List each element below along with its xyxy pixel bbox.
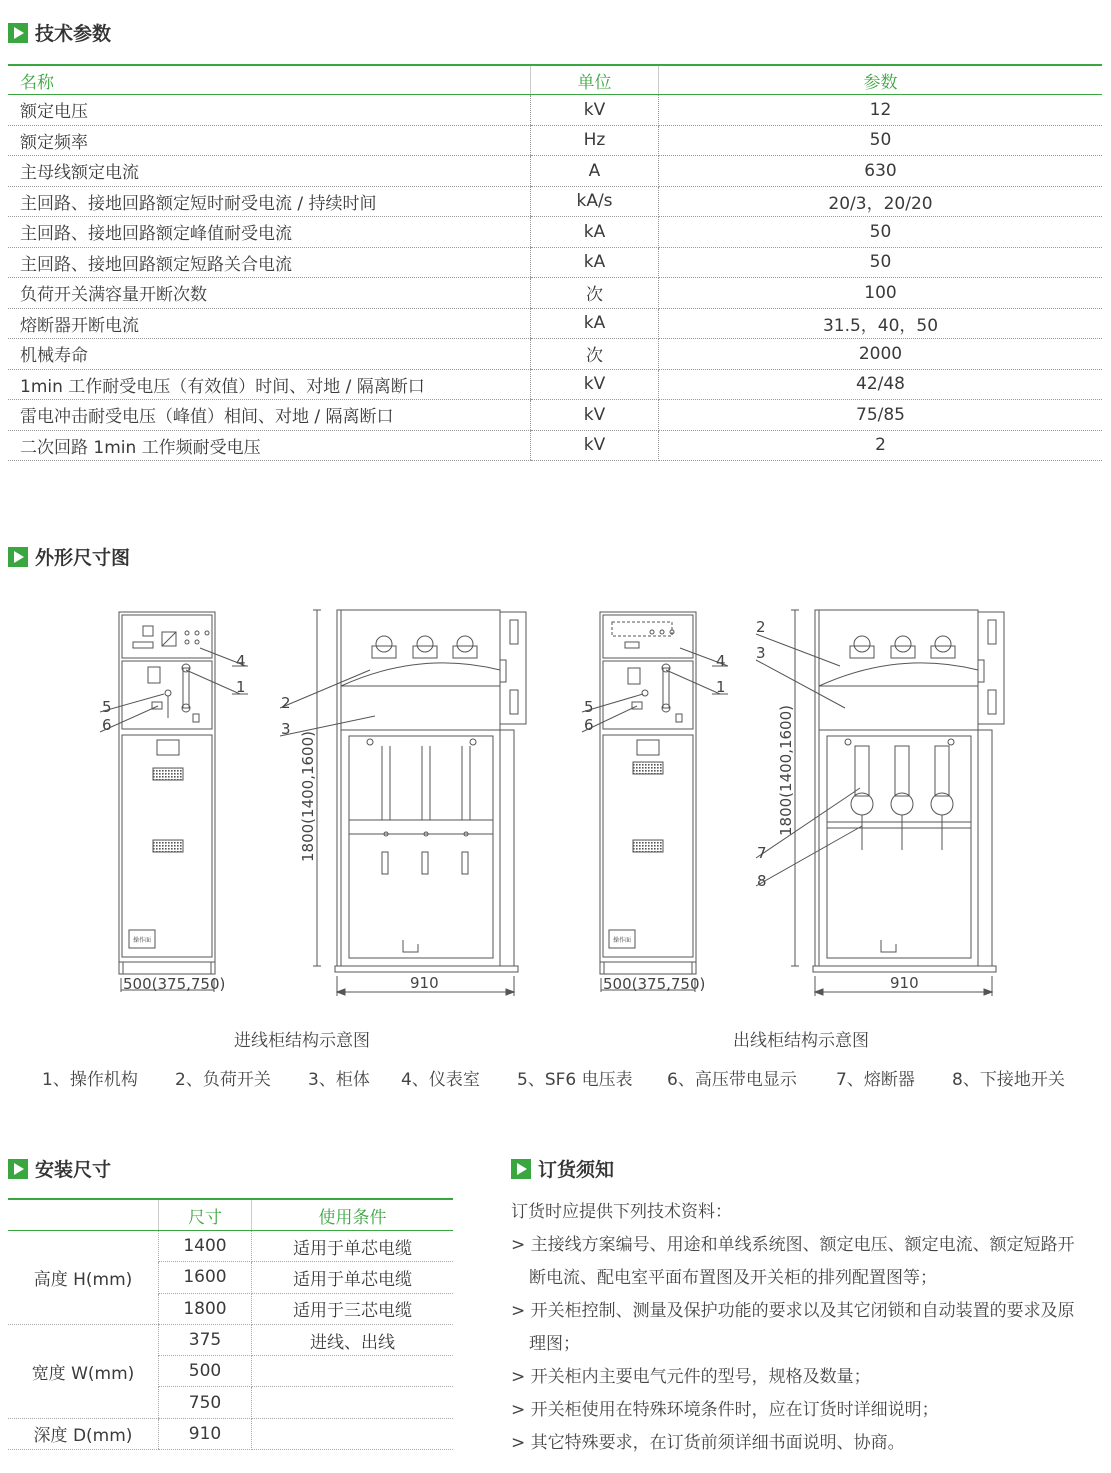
callout-label: 3 xyxy=(756,644,766,662)
spec-value: 12 xyxy=(659,95,1103,126)
spec-value: 50 xyxy=(659,125,1103,156)
condition-value xyxy=(252,1418,454,1449)
incoming-caption: 进线柜结构示意图 xyxy=(234,1031,370,1051)
nameplate-text: 操作面 xyxy=(613,937,632,944)
order-line: > 开关柜内主要电气元件的型号，规格及数量； xyxy=(511,1367,871,1387)
spec-name: 二次回路 1min 工作频耐受电压 xyxy=(8,430,531,461)
install-header-blank xyxy=(8,1199,159,1231)
spec-value: 20/3，20/20 xyxy=(659,186,1103,217)
legend-item: 7、熔断器 xyxy=(836,1070,915,1090)
spec-name: 熔断器开断电流 xyxy=(8,308,531,339)
size-value: 1600 xyxy=(159,1262,252,1293)
spec-value: 2000 xyxy=(659,339,1103,370)
legend-item: 3、柜体 xyxy=(308,1070,370,1090)
table-row xyxy=(8,308,1102,339)
table-row xyxy=(8,400,1102,431)
incoming-front-view xyxy=(119,612,215,992)
legend-item: 2、负荷开关 xyxy=(175,1070,271,1090)
spec-name: 负荷开关满容量开断次数 xyxy=(8,278,531,309)
triangle-bullet-icon xyxy=(511,1159,531,1179)
spec-unit: kV xyxy=(531,430,659,461)
height-dimension: 1800(1400,1600) xyxy=(299,731,317,862)
callout-label: 4 xyxy=(236,652,246,670)
spec-unit: 次 xyxy=(531,339,659,370)
spec-value: 50 xyxy=(659,247,1103,278)
callout-label: 2 xyxy=(281,694,291,712)
callout-label: 1 xyxy=(236,678,246,696)
table-row xyxy=(8,1324,453,1355)
callout-label: 5 xyxy=(102,698,112,716)
spec-name: 机械寿命 xyxy=(8,339,531,370)
callout-label: 1 xyxy=(716,678,726,696)
legend-item: 8、下接地开关 xyxy=(952,1070,1065,1090)
height-label: 高度 H(mm) xyxy=(8,1231,159,1325)
spec-name: 雷电冲击耐受电压（峰值）相间、对地 / 隔离断口 xyxy=(8,400,531,431)
spec-unit: kA/s xyxy=(531,186,659,217)
order-notes xyxy=(511,1196,1111,1460)
callout-label: 6 xyxy=(102,716,112,734)
table-row xyxy=(8,1231,453,1262)
incoming-side-view xyxy=(313,610,526,996)
spec-header-row xyxy=(8,65,1102,95)
spec-name: 额定电压 xyxy=(8,95,531,126)
table-row xyxy=(8,125,1102,156)
legend-item: 6、高压带电显示 xyxy=(667,1070,797,1090)
order-line: > 其它特殊要求，在订货前须详细书面说明、协商。 xyxy=(511,1433,905,1453)
size-value: 910 xyxy=(159,1418,252,1449)
section-title-outline: 外形尺寸图 xyxy=(8,543,130,570)
spec-header-name: 名称 xyxy=(8,65,531,95)
section-title-install: 安装尺寸 xyxy=(8,1155,111,1182)
spec-value: 630 xyxy=(659,156,1103,187)
spec-unit: kV xyxy=(531,400,659,431)
table-row xyxy=(8,95,1102,126)
height-dimension: 1800(1400,1600) xyxy=(777,705,795,836)
condition-value: 适用于单芯电缆 xyxy=(252,1231,454,1262)
callout-label: 3 xyxy=(281,720,291,738)
condition-value xyxy=(252,1356,454,1387)
spec-unit: kV xyxy=(531,95,659,126)
condition-value: 适用于三芯电缆 xyxy=(252,1293,454,1324)
section-title-tech: 技术参数 xyxy=(8,19,111,46)
table-row xyxy=(8,1418,453,1449)
callout-label: 5 xyxy=(584,698,594,716)
triangle-bullet-icon xyxy=(8,547,28,567)
size-value: 1400 xyxy=(159,1231,252,1262)
table-row xyxy=(8,339,1102,370)
install-header-row xyxy=(8,1199,453,1231)
nameplate-text: 操作面 xyxy=(133,937,152,944)
legend-item: 5、SF6 电压表 xyxy=(517,1070,633,1090)
table-row xyxy=(8,430,1102,461)
spec-name: 主回路、接地回路额定短路关合电流 xyxy=(8,247,531,278)
size-value: 1800 xyxy=(159,1293,252,1324)
spec-unit: A xyxy=(531,156,659,187)
outgoing-front-view xyxy=(600,612,696,992)
spec-value: 42/48 xyxy=(659,369,1103,400)
section-title-order: 订货须知 xyxy=(511,1155,614,1182)
callout-leaders xyxy=(100,634,862,886)
callout-label: 4 xyxy=(716,652,726,670)
spec-value: 31.5，40，50 xyxy=(659,308,1103,339)
spec-name: 主母线额定电流 xyxy=(8,156,531,187)
condition-value: 进线、出线 xyxy=(252,1324,454,1355)
width-label: 宽度 W(mm) xyxy=(8,1324,159,1418)
spec-table xyxy=(8,64,1102,461)
order-line: > 开关柜使用在特殊环境条件时，应在订货时详细说明； xyxy=(511,1400,939,1420)
order-line: 断电流、配电室平面布置图及开关柜的排列配置图等； xyxy=(529,1268,937,1288)
table-row xyxy=(8,369,1102,400)
spec-unit: kA xyxy=(531,217,659,248)
condition-value xyxy=(252,1387,454,1418)
spec-value: 2 xyxy=(659,430,1103,461)
size-value: 750 xyxy=(159,1387,252,1418)
size-value: 375 xyxy=(159,1324,252,1355)
spec-name: 额定频率 xyxy=(8,125,531,156)
condition-value: 适用于单芯电缆 xyxy=(252,1262,454,1293)
callout-label: 8 xyxy=(757,872,767,890)
table-row xyxy=(8,186,1102,217)
depth-dimension: 910 xyxy=(410,974,439,992)
spec-unit: kA xyxy=(531,247,659,278)
outgoing-caption: 出线柜结构示意图 xyxy=(733,1031,869,1051)
legend-item: 1、操作机构 xyxy=(42,1070,138,1090)
cabinet-drawings xyxy=(0,590,1111,1010)
spec-name: 1min 工作耐受电压（有效值）时间、对地 / 隔离断口 xyxy=(8,369,531,400)
order-line: > 开关柜控制、测量及保护功能的要求以及其它闭锁和自动装置的要求及原 xyxy=(511,1301,1075,1321)
order-line: > 主接线方案编号、用途和单线系统图、额定电压、额定电流、额定短路开 xyxy=(511,1235,1075,1255)
table-row xyxy=(8,247,1102,278)
install-table xyxy=(8,1198,453,1450)
spec-header-value: 参数 xyxy=(659,65,1103,95)
spec-unit: Hz xyxy=(531,125,659,156)
order-line: 理图； xyxy=(529,1334,580,1354)
callout-label: 6 xyxy=(584,716,594,734)
spec-value: 75/85 xyxy=(659,400,1103,431)
spec-unit: 次 xyxy=(531,278,659,309)
triangle-bullet-icon xyxy=(8,23,28,43)
callout-label: 2 xyxy=(756,618,766,636)
table-row xyxy=(8,217,1102,248)
install-header-size: 尺寸 xyxy=(159,1199,252,1231)
spec-value: 100 xyxy=(659,278,1103,309)
spec-header-unit: 单位 xyxy=(531,65,659,95)
triangle-bullet-icon xyxy=(8,1159,28,1179)
outgoing-side-view xyxy=(791,610,1004,996)
install-header-condition: 使用条件 xyxy=(252,1199,454,1231)
spec-unit: kA xyxy=(531,308,659,339)
spec-value: 50 xyxy=(659,217,1103,248)
width-dimension: 500(375,750) xyxy=(123,975,226,993)
size-value: 500 xyxy=(159,1356,252,1387)
table-row xyxy=(8,278,1102,309)
order-intro: 订货时应提供下列技术资料： xyxy=(511,1202,732,1222)
spec-name: 主回路、接地回路额定峰值耐受电流 xyxy=(8,217,531,248)
table-row xyxy=(8,156,1102,187)
depth-label: 深度 D(mm) xyxy=(8,1418,159,1449)
depth-dimension: 910 xyxy=(890,974,919,992)
legend-item: 4、仪表室 xyxy=(401,1070,480,1090)
spec-unit: kV xyxy=(531,369,659,400)
width-dimension: 500(375,750) xyxy=(603,975,706,993)
callout-label: 7 xyxy=(757,844,767,862)
spec-name: 主回路、接地回路额定短时耐受电流 / 持续时间 xyxy=(8,186,531,217)
